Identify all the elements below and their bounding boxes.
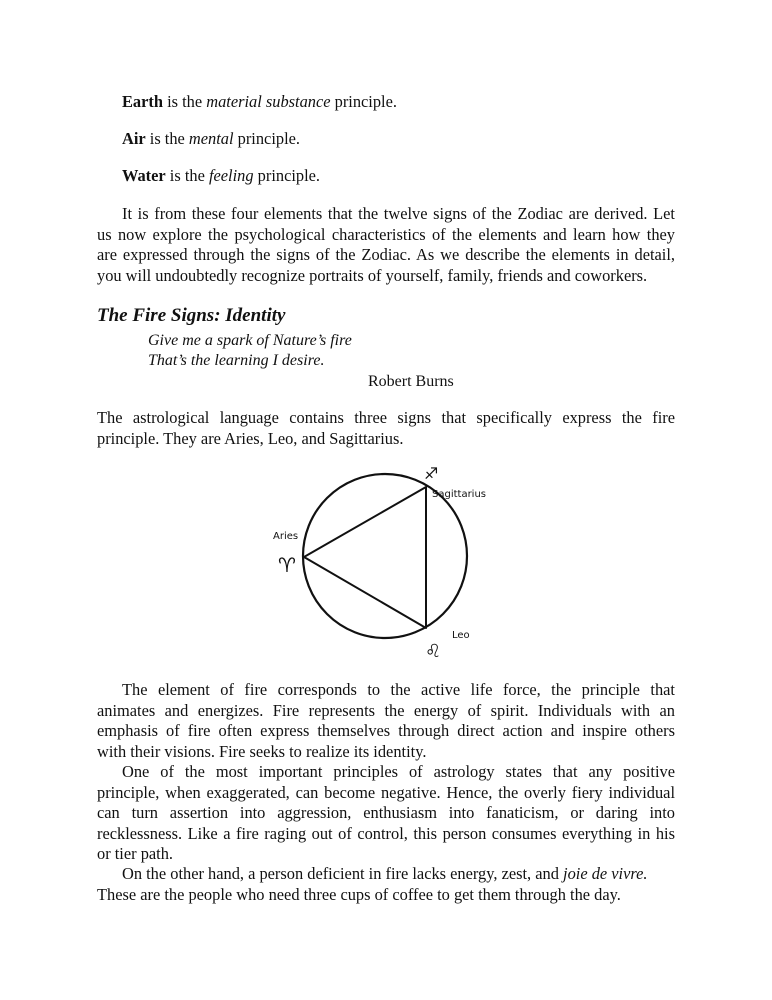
language-line: principle. They are Aries, Leo, and Sagittarius. [97, 428, 404, 448]
intro-line: It is from these four elements that the twelve signs of the Zodiac are derived. Let [122, 204, 675, 223]
fire-para1-line: with their visions. Fire seeks to realize its identity. [97, 741, 427, 761]
leo-label: Leo [452, 630, 470, 641]
earth-em: material substance [206, 92, 331, 111]
fire-paragraph-3 [97, 864, 675, 905]
air-pre: is the [145, 129, 189, 148]
air-post: principle. [233, 129, 300, 148]
fire-paragraph-2 [97, 762, 675, 865]
fire-para2-line: recklessness. Like a fire raging out of control, this person consumes everything in his [97, 823, 675, 843]
fire-para2-line: can turn assertion into aggression, enthusiasm into fanaticism, or daring into [97, 803, 675, 822]
fire-para1-line: emphasis of fire often express themselves through direct action and inspire others [97, 721, 675, 740]
earth-post: principle. [330, 92, 397, 111]
fire-para3-line: These are the people who need three cups of coffee to get them through the day. [97, 884, 621, 904]
fire-para3-text: On the other hand, a person deficient in fire lacks energy, zest, and [122, 864, 564, 883]
intro-line: are expressed through the signs of the Zodiac. As we describe the elements in detail, [97, 245, 675, 264]
fire-triangle [304, 487, 426, 628]
earth-term: Earth [122, 92, 163, 111]
water-post: principle. [253, 166, 321, 185]
fire-para1-line: animates and energizes. Fire represents the energy of spirit. Individuals with an [97, 700, 675, 720]
aries-label: Aries [273, 531, 299, 542]
epigraph-line-1: Give me a spark of Nature’s fire [148, 332, 352, 349]
fire-para1-line: The element of fire corresponds to the active life force, the principle that [122, 680, 675, 699]
language-line: The astrological language contains three signs that specifically express the fire [97, 408, 675, 427]
water-pre: is the [165, 166, 209, 185]
leo-icon: ♌ [425, 641, 442, 662]
fire-para2-line: or tier path. [97, 844, 174, 863]
air-em: mental [188, 129, 234, 148]
fire-paragraph-1 [97, 680, 675, 762]
intro-line: you will undoubtedly recognize portraits of yourself, family, friends and coworkers. [97, 265, 648, 285]
sagittarius-icon: ♐ [424, 464, 439, 483]
epigraph-author: Robert Burns [368, 373, 454, 390]
fire-para2-line: One of the most important principles of astrology states that any positive [122, 762, 675, 781]
epigraph-line-2: That’s the learning I desire. [148, 352, 325, 369]
intro-line: us now explore the psychological characteristics of the elements and learn how they [97, 224, 675, 244]
section-heading: The Fire Signs: Identity [97, 305, 286, 326]
sagittarius-label: Sagittarius [432, 489, 487, 500]
water-term: Water [122, 166, 166, 185]
joie-de-vivre-em: joie de vivre. [563, 864, 648, 883]
fire-para3-line [97, 864, 675, 885]
fire-para2-line: principle, when exaggerated, can become negative. Hence, the overly fiery individual [97, 782, 675, 802]
water-em: feeling [208, 166, 254, 185]
air-term: Air [122, 129, 146, 148]
earth-pre: is the [162, 92, 207, 111]
aries-icon: ♈ [278, 553, 296, 577]
